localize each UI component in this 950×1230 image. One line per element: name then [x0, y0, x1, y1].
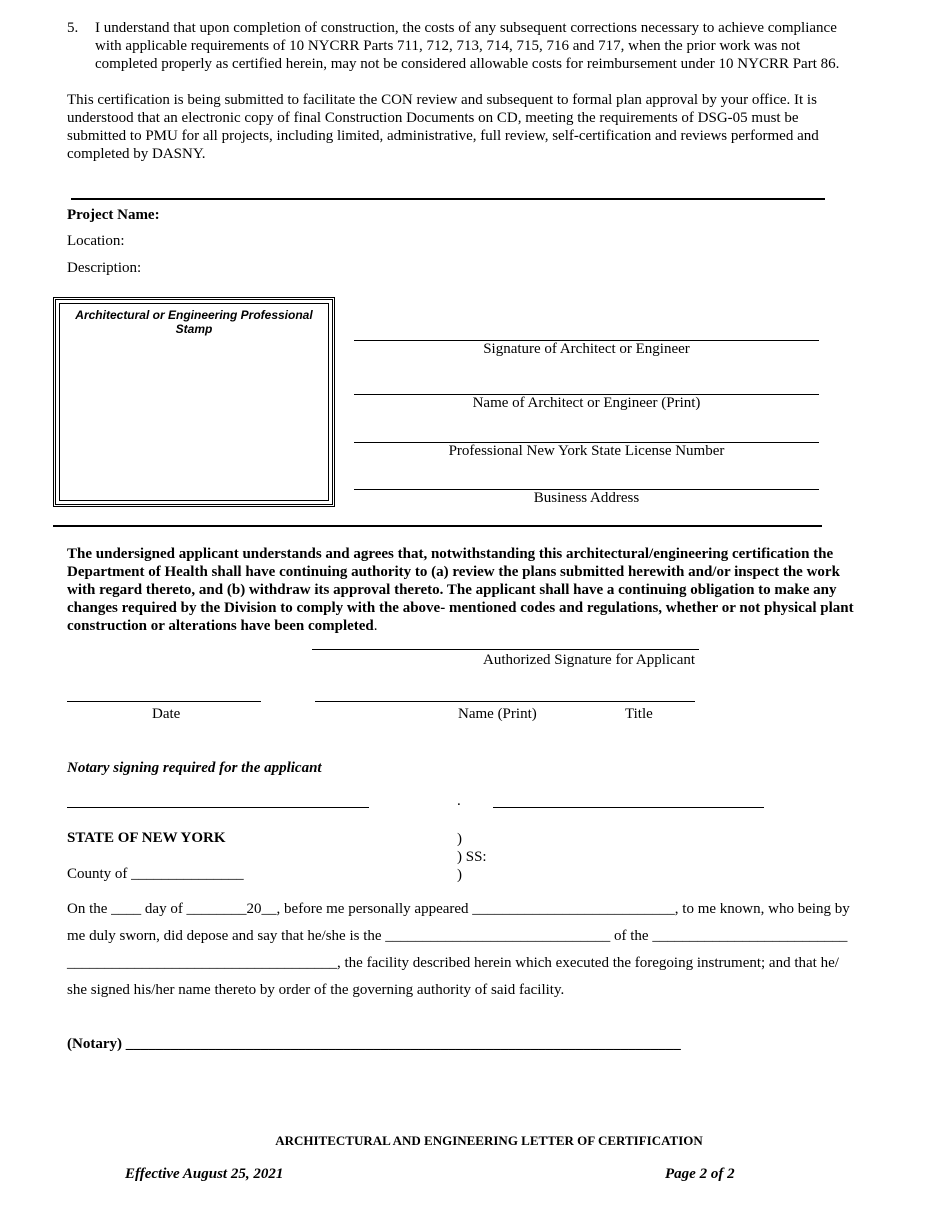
notary-blank-line-right[interactable] [493, 807, 764, 808]
agreement-line: changes required by the Division to comply with the above- mentioned codes and regulations, whether or not physical plant [67, 600, 854, 616]
item5-text [95, 19, 895, 73]
item5-line: I understand that upon completion of construction, the costs of any subsequent corrections necessary to achieve compliance [95, 20, 837, 36]
certification-line: submitted to PMU for all projects, including limited, administrative, full review, self-certification and reviews performed and [67, 128, 819, 144]
county-field[interactable]: County of _______________ [67, 866, 244, 882]
agreement-period: . [373, 618, 378, 634]
notary-body-line: On the ____ day of ________20__, before me personally appeared ___________________________, to me known, who being by [67, 901, 850, 917]
project-name-label: Project Name: [67, 207, 160, 223]
stamp-label [62, 308, 326, 336]
notary-body-line: she signed his/her name thereto by order of the governing authority of said facility. [67, 982, 565, 998]
professional-stamp-box [53, 297, 335, 507]
item5-number: 5. [67, 20, 79, 36]
certification-line: completed by DASNY. [67, 146, 206, 162]
notary-body [67, 896, 917, 1004]
notary-heading: Notary signing required for the applicant [67, 760, 322, 776]
notary-blank-line-left[interactable] [67, 807, 369, 808]
notary-dot: . [457, 793, 461, 809]
footer-effective-date: Effective August 25, 2021 [125, 1166, 284, 1182]
agreement-line: Department of Health shall have continuing authority to (a) review the plans submitted herewith and/or inspect the work [67, 564, 840, 580]
name-title-line[interactable] [315, 701, 695, 702]
agreement-last-text: construction or alterations have been completed [67, 618, 374, 634]
footer-title: ARCHITECTURAL AND ENGINEERING LETTER OF CERTIFICATION [275, 1133, 703, 1148]
ss-brackets [457, 830, 487, 884]
date-label: Date [152, 706, 181, 722]
signature-label: Signature of Architect or Engineer [483, 341, 690, 357]
notary-body-line: ____________________________________, the facility described herein which executed the foregoing instrument; and that he/ [67, 955, 839, 971]
certification-line: understood that an electronic copy of final Construction Documents on CD, meeting the requirements of DSG-05 must be [67, 110, 799, 126]
name-print-label: Name of Architect or Engineer (Print) [472, 395, 701, 411]
agreement-last-line [67, 617, 917, 635]
state-label: STATE OF NEW YORK [67, 830, 226, 846]
certification-line: This certification is being submitted to facilitate the CON review and subsequent to formal plan approval by your office. It is [67, 92, 817, 108]
license-label: Professional New York State License Number [448, 443, 725, 459]
location-label: Location: [67, 233, 125, 249]
agreement-paragraph [67, 545, 917, 635]
certification-paragraph [67, 91, 897, 163]
bracket: ) [457, 867, 462, 883]
footer-page-number: Page 2 of 2 [665, 1166, 735, 1182]
bracket-ss: ) SS: [457, 849, 487, 865]
authorized-signature-line[interactable] [312, 649, 699, 650]
description-label: Description: [67, 260, 142, 276]
section-divider [71, 198, 825, 200]
name-print-applicant-label: Name (Print) [458, 706, 537, 722]
date-line[interactable] [67, 701, 261, 702]
stamp-label-line: Stamp [175, 322, 213, 336]
address-label: Business Address [533, 490, 640, 506]
agreement-line: The undersigned applicant understands and agrees that, notwithstanding this architectural/engineering certification the [67, 546, 834, 562]
item5-line: completed properly as certified herein, may not be considered allowable costs for reimbursement under 10 NYCRR Part 86. [95, 56, 840, 72]
bracket: ) [457, 831, 462, 847]
notary-body-line: me duly sworn, did depose and say that he/she is the ______________________________ of the __________________________ [67, 928, 848, 944]
agreement-line: with regard thereto, and (b) withdraw its approval thereto. The applicant shall have a continuing obligation to make any [67, 582, 837, 598]
stamp-label-line: Architectural or Engineering Professional [75, 308, 313, 322]
title-label: Title [625, 706, 653, 722]
authorized-signature-label: Authorized Signature for Applicant [483, 652, 696, 668]
section-divider [53, 525, 822, 527]
notary-signature-line[interactable]: (Notary) __________________________________________________________________________ [67, 1036, 681, 1052]
item5-line: with applicable requirements of 10 NYCRR Parts 711, 712, 713, 714, 715, 716 and 717, when the prior work was not [95, 38, 801, 54]
